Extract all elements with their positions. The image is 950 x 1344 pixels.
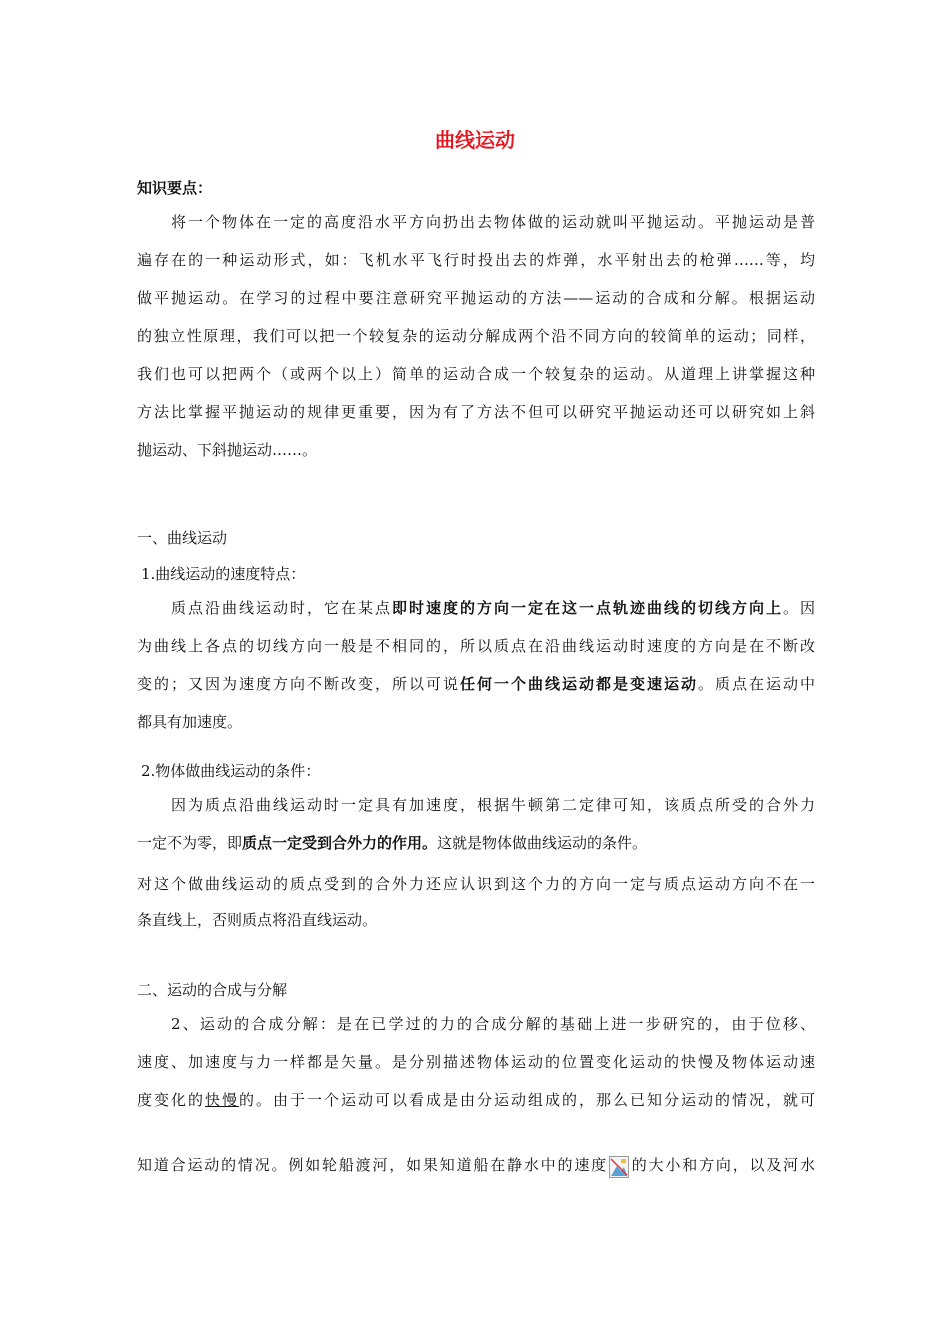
text-run: 一定不为零，即 xyxy=(137,834,243,852)
condition-paragraph xyxy=(137,786,815,862)
text-run: 质点沿曲线运动时，它在某点 xyxy=(171,599,392,617)
intro-line: 的独立性原理，我们可以把一个较复杂的运动分解成两个沿不同方向的较简单的运动；同样， xyxy=(137,327,815,345)
paragraph-line xyxy=(137,665,815,703)
paragraph-line: 2、运动的合成分解：是在已学过的力的合成分解的基础上进一步研究的，由于位移、 xyxy=(171,1015,815,1033)
composition-paragraph xyxy=(137,1005,815,1119)
paragraph-line xyxy=(137,1146,815,1184)
intro-line: 将一个物体在一定的高度沿水平方向扔出去物体做的运动就叫平抛运动。平抛运动是普 xyxy=(171,213,815,231)
paragraph-line: 为曲线上各点的切线方向一般是不相同的，所以质点在沿曲线运动时速度的方向是在不断改 xyxy=(137,637,815,655)
velocity-paragraph xyxy=(137,589,815,741)
paragraph-line xyxy=(137,1081,815,1119)
text-run: 知道合运动的情况。例如轮船渡河，如果知道船在静水中的速度 xyxy=(137,1156,608,1174)
underlined-text: 快慢 xyxy=(205,1091,239,1109)
intro-paragraph xyxy=(137,203,815,469)
bold-text: 质点一定受到合外力的作用。 xyxy=(242,834,438,852)
condition-note-paragraph xyxy=(137,866,815,938)
intro-line: 方法比掌握平抛运动的规律更重要，因为有了方法不但可以研究平抛运动还可以研究如上斜 xyxy=(137,403,815,421)
paragraph-line: 因为质点沿曲线运动时一定具有加速度，根据牛顿第二定律可知，该质点所受的合外力 xyxy=(171,796,815,814)
intro-line: 遍存在的一种运动形式，如：飞机水平飞行时投出去的炸弹，水平射出去的枪弹……等，均 xyxy=(137,251,815,269)
intro-line: 做平抛运动。在学习的过程中要注意研究平抛运动的方法——运动的合成和分解。根据运动 xyxy=(137,289,815,307)
page-title: 曲线运动 xyxy=(435,128,515,152)
bold-text: 任何一个曲线运动都是变速运动 xyxy=(459,675,698,693)
knowledge-heading: 知识要点： xyxy=(137,179,213,197)
section1-item1-heading: 1.曲线运动的速度特点： xyxy=(141,565,306,583)
text-run: 的。由于一个运动可以看成是由分运动组成的，那么已知分运动的情况，就可 xyxy=(239,1091,815,1109)
paragraph-line xyxy=(137,589,815,627)
text-run: 。质点在运动中 xyxy=(697,675,815,693)
text-run: 这就是物体做曲线运动的条件。 xyxy=(437,834,648,852)
text-run: 变的；又因为速度方向不断改变，所以可说 xyxy=(137,675,460,693)
paragraph-line: 对这个做曲线运动的质点受到的合外力还应认识到这个力的方向一定与质点运动方向不在一 xyxy=(137,875,815,893)
broken-image-icon xyxy=(609,1154,629,1176)
intro-line: 抛运动、下斜抛运动……。 xyxy=(137,441,318,459)
bold-text: 即时速度的方向一定在这一点轨迹曲线的切线方向上 xyxy=(392,599,783,617)
text-run: 的大小和方向，以及河水 xyxy=(629,1156,815,1174)
section2-heading: 二、运动的合成与分解 xyxy=(137,981,288,999)
text-run: 。因 xyxy=(782,599,815,617)
composition-paragraph-cont xyxy=(137,1146,815,1184)
paragraph-line xyxy=(137,824,815,862)
paragraph-line: 都具有加速度。 xyxy=(137,713,243,731)
paragraph-line: 条直线上，否则质点将沿直线运动。 xyxy=(137,911,378,929)
paragraph-line: 速度、加速度与力一样都是矢量。是分别描述物体运动的位置变化运动的快慢及物体运动速 xyxy=(137,1053,815,1071)
text-run: 度变化的 xyxy=(137,1091,205,1109)
intro-line: 我们也可以把两个（或两个以上）简单的运动合成一个较复杂的运动。从道理上讲掌握这种 xyxy=(137,365,815,383)
section1-item2-heading: 2.物体做曲线运动的条件： xyxy=(141,762,321,780)
section1-heading: 一、曲线运动 xyxy=(137,529,228,547)
